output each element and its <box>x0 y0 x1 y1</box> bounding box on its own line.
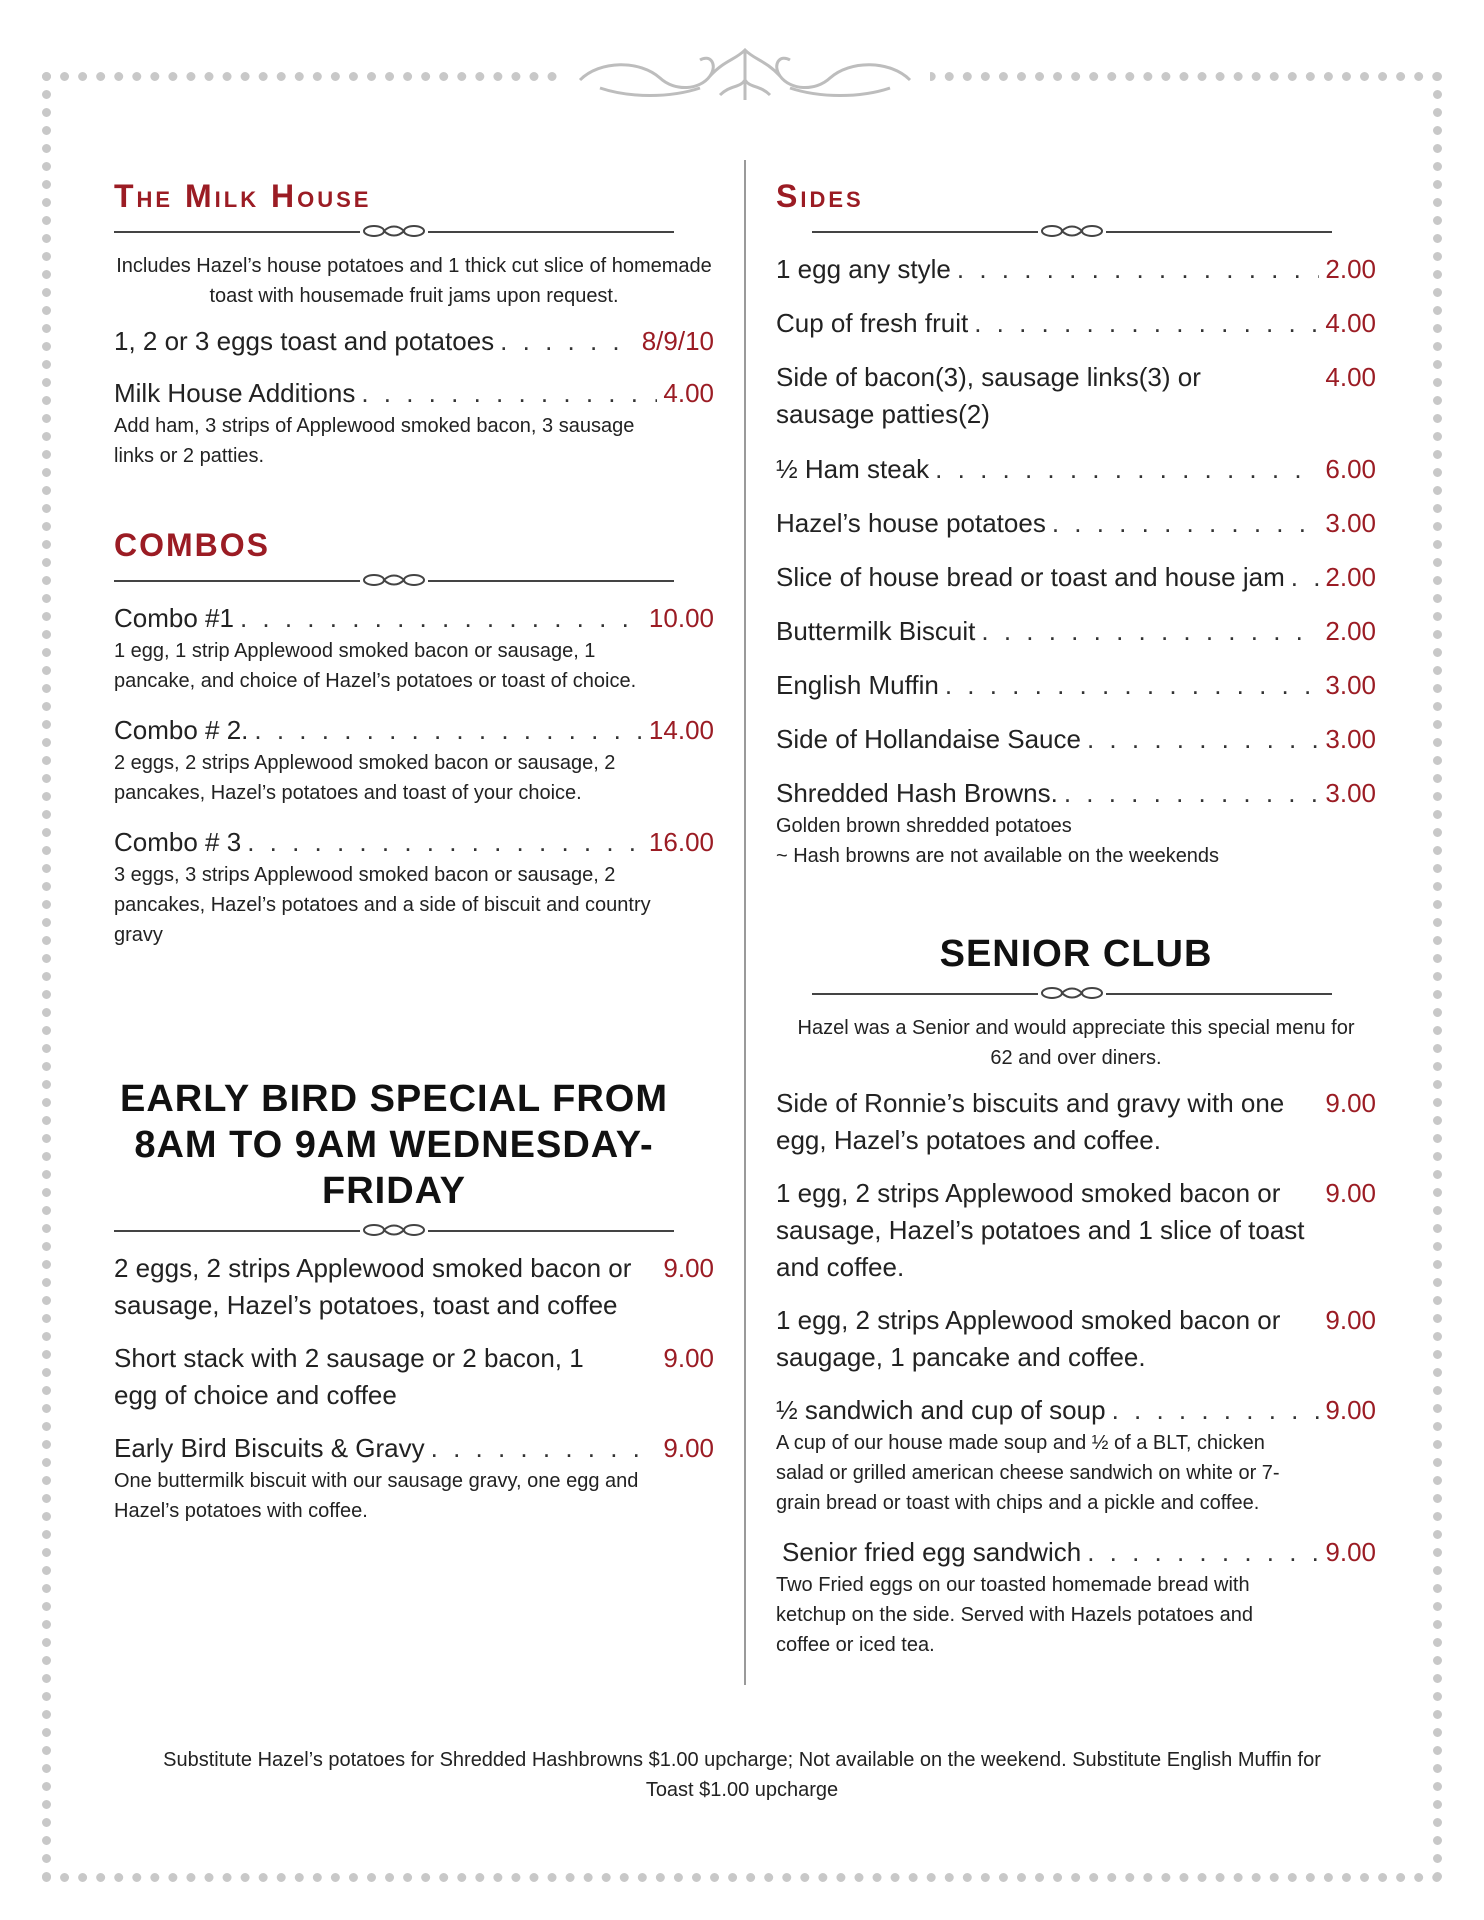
item-price: 2.00 <box>1325 616 1376 646</box>
item-price: 2.00 <box>1325 254 1376 284</box>
item-price: 9.00 <box>663 1253 714 1283</box>
item-price: 6.00 <box>1325 454 1376 484</box>
item-name: Side of Ronnie’s biscuits and gravy with one egg, Hazel’s potatoes and coffee. <box>776 1088 1285 1155</box>
top-scroll-ornament <box>560 40 930 110</box>
left-column <box>114 178 714 1542</box>
menu-item <box>114 1430 714 1526</box>
right-column <box>776 178 1376 1676</box>
item-price: 4.00 <box>663 378 714 408</box>
item-name: Milk House Additions <box>114 378 356 408</box>
item-name: 1 egg any style <box>776 254 951 284</box>
item-name: English Muffin <box>776 670 939 700</box>
senior-club-section <box>776 931 1376 1660</box>
senior-club-title: SENIOR CLUB <box>939 933 1213 975</box>
item-price: 9.00 <box>1325 1178 1376 1208</box>
dot-leader <box>1052 505 1320 541</box>
item-name: Combo #1 <box>114 603 234 633</box>
menu-item <box>776 1085 1376 1159</box>
menu-item <box>776 251 1376 287</box>
section-rule <box>812 983 1332 1003</box>
item-price: 9.00 <box>663 1343 714 1373</box>
menu-item <box>776 1175 1376 1286</box>
dot-leader <box>254 712 643 748</box>
menu-item <box>114 712 714 808</box>
dot-leader <box>974 305 1319 341</box>
item-description: Two Fried eggs on our toasted homemade bread with ketchup on the side. Served with Hazels potatoes and coffee or iced tea. <box>776 1574 1253 1656</box>
milk-house-section <box>114 178 714 471</box>
dot-leader <box>1087 721 1319 757</box>
item-price: 14.00 <box>648 715 714 745</box>
menu-item <box>114 323 714 359</box>
item-name: Hazel’s house potatoes <box>776 508 1046 538</box>
item-price: 9.00 <box>1325 1395 1376 1425</box>
item-name: Shredded Hash Browns. <box>776 778 1058 808</box>
item-name: Side of bacon(3), sausage links(3) or sausage patties(2) <box>776 362 1201 429</box>
item-name: Combo # 2. <box>114 715 249 745</box>
item-name: Combo # 3 <box>114 827 242 857</box>
item-name: 1 egg, 2 strips Applewood smoked bacon or sausage, Hazel’s potatoes and 1 slice of toast and coffee. <box>776 1178 1305 1282</box>
item-name: Side of Hollandaise Sauce <box>776 724 1081 754</box>
dot-leader <box>981 613 1319 649</box>
section-rule <box>812 221 1332 241</box>
dot-leader <box>247 824 643 860</box>
sides-title: Sides <box>776 178 864 214</box>
item-name: Early Bird Biscuits & Gravy <box>114 1433 425 1463</box>
dot-leader <box>1291 559 1320 595</box>
section-rule <box>114 221 674 241</box>
item-name: 1, 2 or 3 eggs toast and potatoes <box>114 326 495 356</box>
item-price: 4.00 <box>1325 308 1376 338</box>
dot-leader <box>500 323 636 359</box>
item-name: Senior fried egg sandwich <box>782 1537 1082 1567</box>
section-rule <box>114 570 674 590</box>
item-description: 2 eggs, 2 strips Applewood smoked bacon or sausage, 2 pancakes, Hazel’s potatoes and toast of your choice. <box>114 752 616 804</box>
dot-leader <box>361 375 657 411</box>
item-name: Slice of house bread or toast and house jam <box>776 562 1285 592</box>
menu-item <box>114 824 714 950</box>
sides-section <box>776 178 1376 871</box>
item-note: ~ Hash browns are not available on the weekends <box>776 845 1220 867</box>
menu-item <box>776 667 1376 703</box>
item-price: 3.00 <box>1325 508 1376 538</box>
milk-house-intro: Includes Hazel’s house potatoes and 1 thick cut slice of homemade toast with housemade fruit jams upon request. <box>116 255 712 307</box>
menu-item <box>776 775 1376 871</box>
item-price: 3.00 <box>1325 670 1376 700</box>
menu-item <box>114 1250 714 1324</box>
item-price: 16.00 <box>648 827 714 857</box>
item-description: A cup of our house made soup and ½ of a BLT, chicken salad or grilled american cheese sandwich on white or 7-grain bread or toast with chips and a pickle and coffee. <box>776 1432 1280 1514</box>
item-name: Short stack with 2 sausage or 2 bacon, 1 egg of choice and coffee <box>114 1343 584 1410</box>
item-price: 9.00 <box>1325 1305 1376 1335</box>
dot-leader <box>957 251 1320 287</box>
dot-leader <box>945 667 1320 703</box>
dot-leader <box>431 1430 658 1466</box>
menu-item <box>776 613 1376 649</box>
item-price: 9.00 <box>663 1433 714 1463</box>
item-price: 9.00 <box>1325 1088 1376 1118</box>
combos-title: COMBOS <box>114 527 270 563</box>
item-price: 10.00 <box>648 603 714 633</box>
item-name: 2 eggs, 2 strips Applewood smoked bacon or sausage, Hazel’s potatoes, toast and coffee <box>114 1253 632 1320</box>
dot-leader <box>1087 1534 1319 1570</box>
item-name: 1 egg, 2 strips Applewood smoked bacon or saugage, 1 pancake and coffee. <box>776 1305 1281 1372</box>
milk-house-title: The Milk House <box>114 178 372 214</box>
menu-item <box>776 1534 1376 1660</box>
item-description: 1 egg, 1 strip Applewood smoked bacon or sausage, 1 pancake, and choice of Hazel’s potatoes or toast of choice. <box>114 640 637 692</box>
item-price: 4.00 <box>1325 362 1376 392</box>
item-name: Buttermilk Biscuit <box>776 616 976 646</box>
menu-item <box>776 505 1376 541</box>
menu-item <box>776 1302 1376 1376</box>
item-name: Cup of fresh fruit <box>776 308 969 338</box>
item-description: One buttermilk biscuit with our sausage gravy, one egg and Hazel’s potatoes with coffee. <box>114 1470 639 1522</box>
item-description: Golden brown shredded potatoes <box>776 815 1072 837</box>
menu-item <box>776 1392 1376 1518</box>
item-description: 3 eggs, 3 strips Applewood smoked bacon or sausage, 2 pancakes, Hazel’s potatoes and a side of biscuit and country gravy <box>114 864 651 946</box>
early-bird-title: EARLY BIRD SPECIAL FROM 8AM TO 9AM WEDNESDAY-FRIDAY <box>119 1078 669 1212</box>
footer-note: Substitute Hazel’s potatoes for Shredded Hashbrowns $1.00 upcharge; Not available on the weekend. Substitute English Muffin for Toast $1.00 upcharge <box>163 1749 1321 1801</box>
menu-item <box>776 305 1376 341</box>
section-rule <box>114 1220 674 1240</box>
menu-item <box>776 559 1376 595</box>
dot-leader <box>1064 775 1320 811</box>
menu-item <box>776 721 1376 757</box>
dot-leader <box>935 451 1319 487</box>
item-price: 8/9/10 <box>641 326 714 356</box>
item-price: 3.00 <box>1325 724 1376 754</box>
menu-item <box>114 375 714 471</box>
item-description: Add ham, 3 strips of Applewood smoked bacon, 3 sausage links or 2 patties. <box>114 415 635 467</box>
menu-item <box>776 451 1376 487</box>
menu-item <box>776 359 1376 433</box>
dot-leader <box>240 600 643 636</box>
item-name: ½ Ham steak <box>776 454 930 484</box>
item-price: 3.00 <box>1325 778 1376 808</box>
menu-item <box>114 600 714 696</box>
item-price: 2.00 <box>1325 562 1376 592</box>
combos-section <box>114 527 714 950</box>
senior-club-intro: Hazel was a Senior and would appreciate this special menu for 62 and over diners. <box>797 1017 1355 1069</box>
item-price: 9.00 <box>1325 1537 1376 1567</box>
early-bird-section <box>114 1076 714 1526</box>
dot-leader <box>1112 1392 1320 1428</box>
menu-item <box>114 1340 714 1414</box>
column-divider <box>744 160 746 1685</box>
item-name: ½ sandwich and cup of soup <box>776 1395 1106 1425</box>
